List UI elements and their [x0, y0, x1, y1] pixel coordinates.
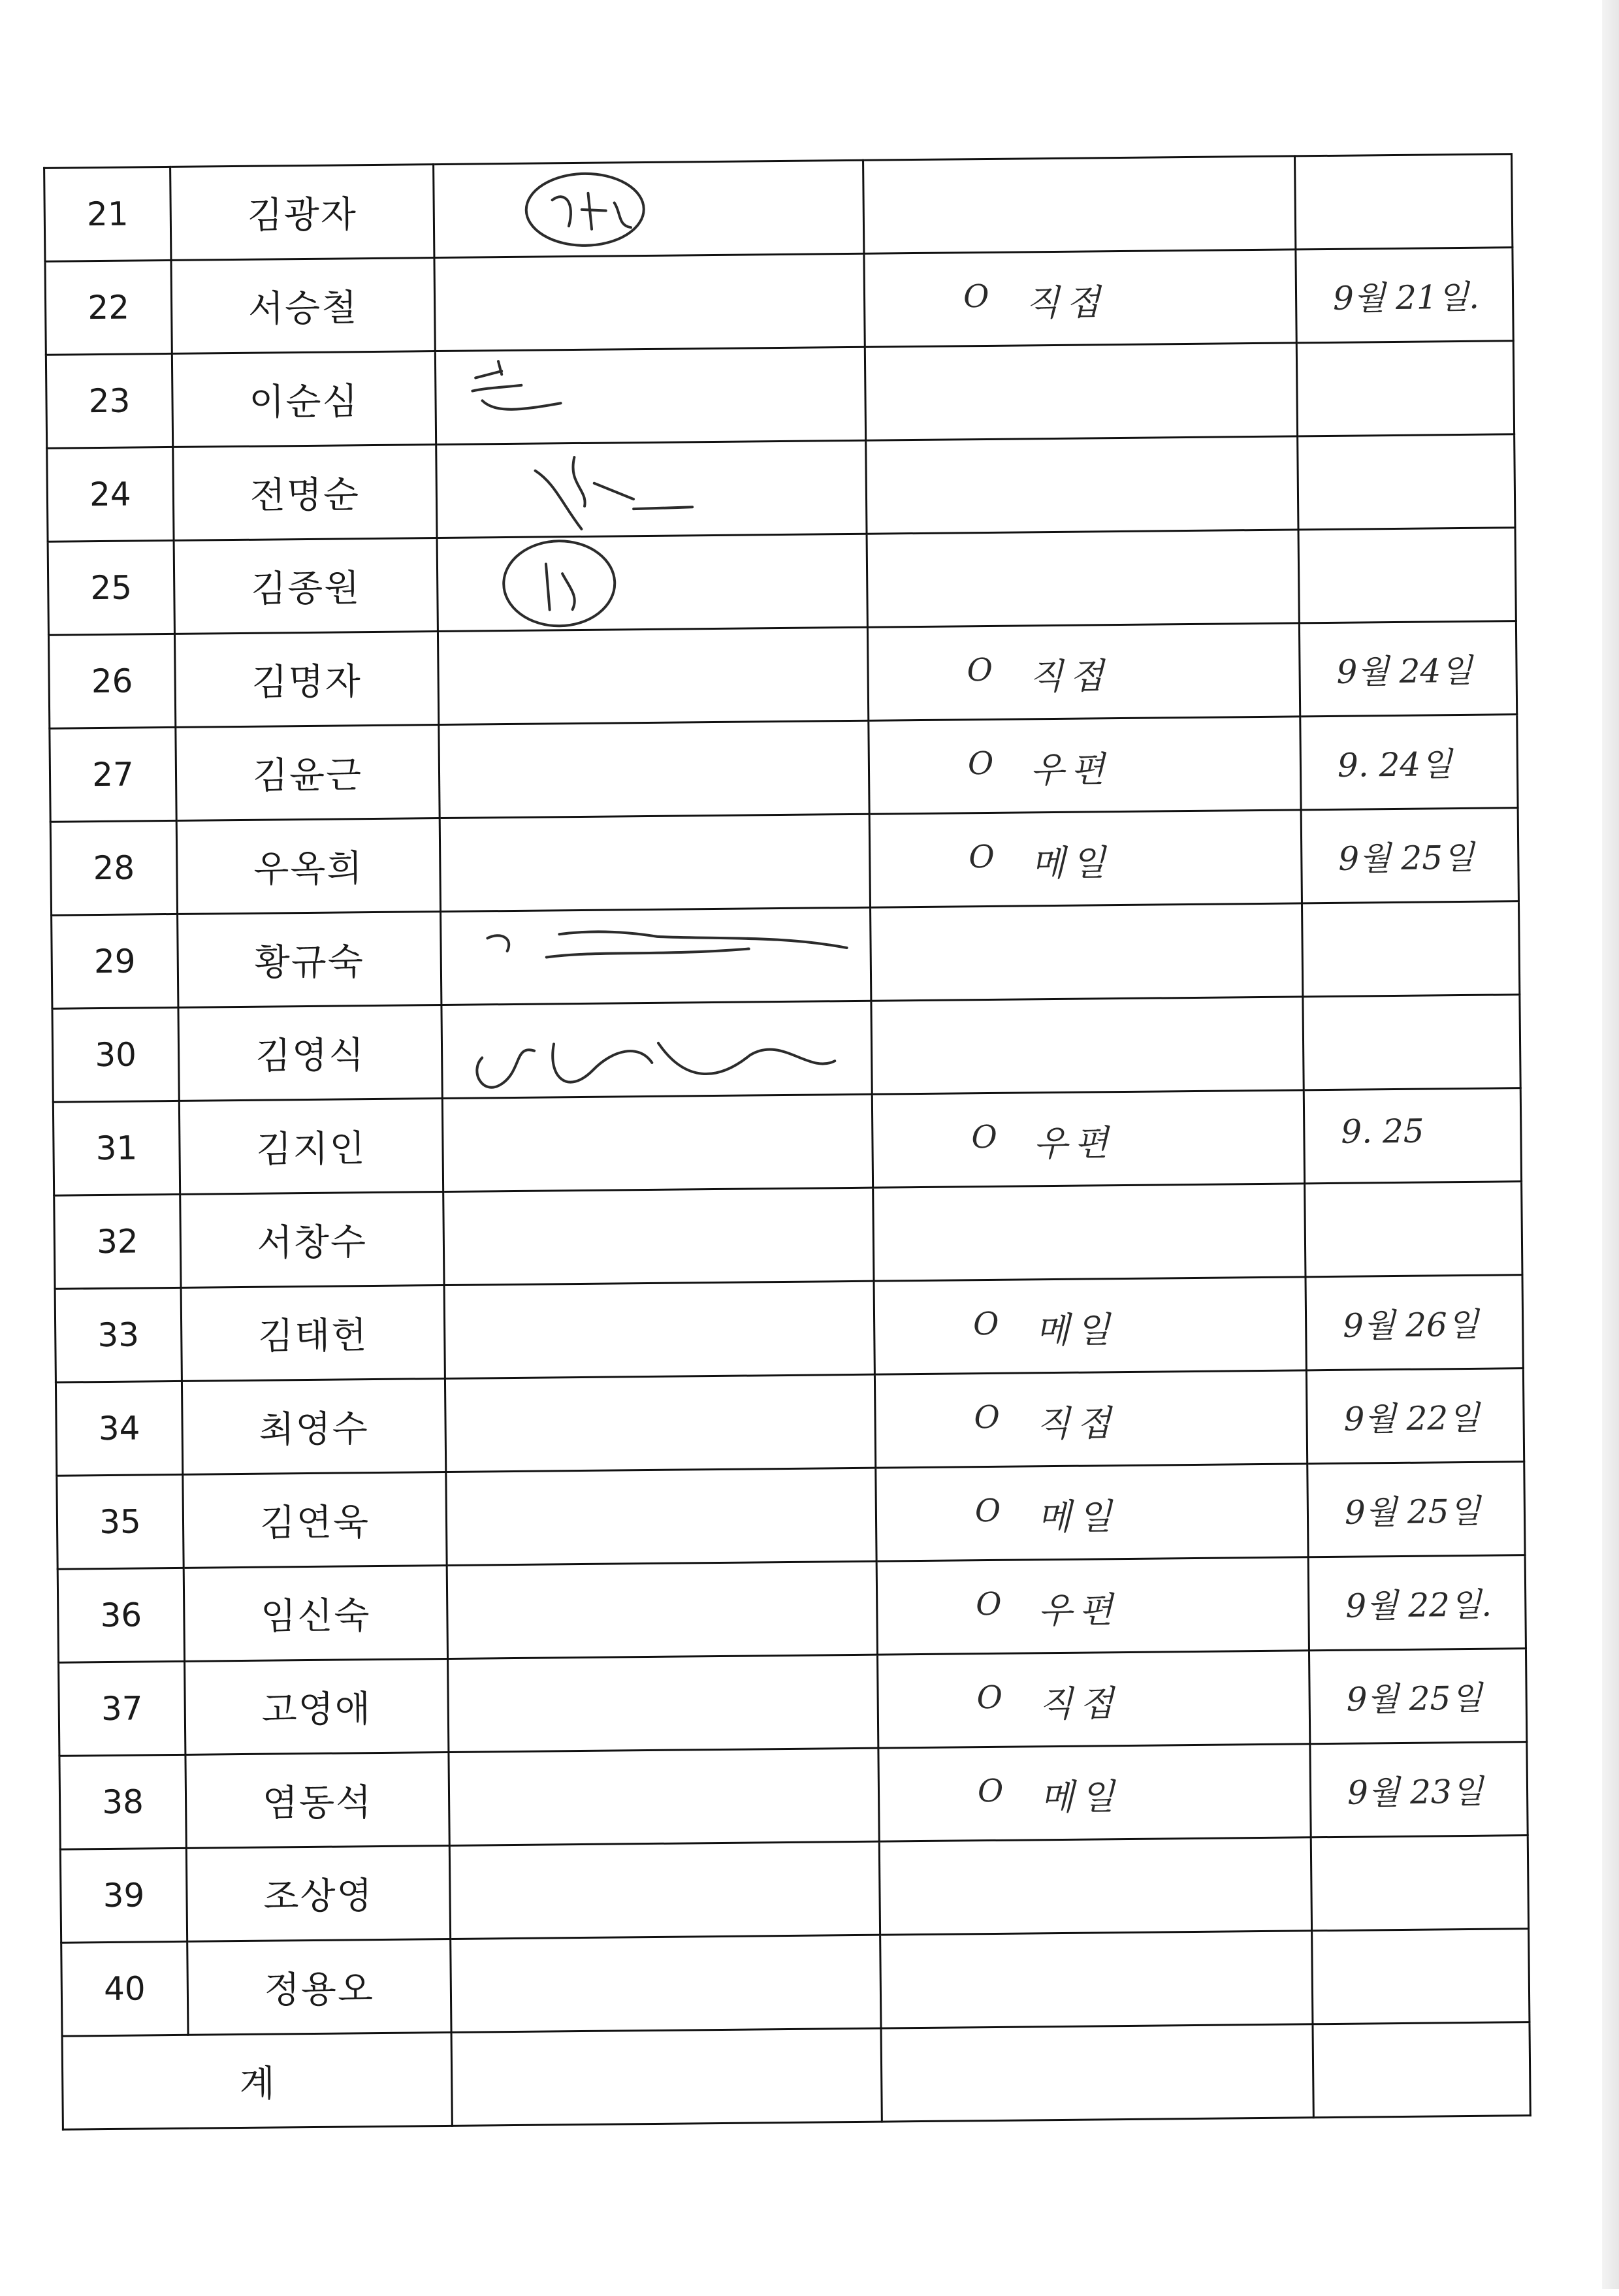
received-date-text: 9월 25일 [1346, 1679, 1483, 1719]
roster-body [44, 154, 1530, 2036]
received-mark: O [971, 1118, 998, 1156]
member-name: 김영식 [178, 1005, 442, 1101]
signature-cell [446, 1468, 876, 1565]
row-number: 35 [57, 1474, 184, 1569]
table-row [52, 995, 1520, 1103]
received-date-cell [1306, 1275, 1523, 1370]
received-date-cell [1299, 621, 1516, 717]
received-mark: O [972, 1305, 999, 1343]
signature-cell [449, 1748, 879, 1845]
delivery-method-cell [867, 623, 1300, 720]
delivery-method-text: 직접 [1036, 1402, 1118, 1445]
table-row [60, 1835, 1528, 1943]
delivery-method-text: 직접 [1038, 1683, 1121, 1725]
table-row [57, 1555, 1526, 1663]
member-name: 김명자 [174, 632, 438, 728]
received-date-cell [1310, 1742, 1528, 1837]
row-number: 40 [61, 1941, 188, 2036]
table-row [54, 1182, 1522, 1289]
received-date-cell [1295, 154, 1513, 250]
received-date-text: 9. 25 [1341, 1112, 1424, 1151]
received-date-text: 9월 25일 [1344, 1492, 1481, 1532]
delivery-method-cell [873, 1184, 1306, 1281]
delivery-method-text: 직접 [1029, 655, 1111, 698]
total-row [62, 2022, 1530, 2130]
received-date-text: 9월 22일. [1345, 1585, 1492, 1625]
handwritten-signature [442, 1002, 871, 1097]
handwritten-signature [441, 909, 870, 1004]
handwritten-signature [438, 535, 867, 630]
received-date-text: 9월 22일 [1343, 1399, 1480, 1438]
row-number: 23 [46, 353, 172, 448]
signature-cell [451, 1935, 881, 2032]
signature-cell [442, 1094, 873, 1191]
received-date-cell [1303, 995, 1520, 1090]
signature-cell [448, 1655, 878, 1752]
received-mark: O [976, 1679, 1003, 1717]
received-mark: O [969, 838, 995, 876]
row-number: 36 [57, 1568, 184, 1662]
table-row [53, 1088, 1521, 1196]
signature-cell [437, 534, 867, 631]
delivery-method-text: 우편 [1038, 1589, 1119, 1632]
table-row [46, 341, 1514, 449]
row-number: 31 [53, 1101, 180, 1195]
received-mark: O [974, 1492, 1001, 1530]
delivery-method-cell [865, 343, 1297, 440]
received-date-cell [1306, 1368, 1524, 1464]
member-name: 최영수 [182, 1378, 445, 1474]
member-name: 김윤근 [176, 725, 440, 821]
received-date-cell [1296, 341, 1514, 436]
received-date-text: 9. 24일 [1337, 745, 1452, 784]
row-number: 27 [50, 727, 176, 822]
table-row [55, 1275, 1523, 1383]
received-date-cell [1298, 528, 1516, 623]
total-label: 계 [62, 2032, 452, 2129]
delivery-method-cell [879, 1837, 1311, 1935]
delivery-method-cell [878, 1744, 1311, 1841]
received-date-cell [1307, 1462, 1525, 1557]
received-date-text: 9월 23일 [1347, 1772, 1484, 1812]
row-number: 39 [60, 1848, 187, 1943]
signature-cell [441, 1001, 872, 1098]
table-row [50, 715, 1518, 822]
member-name: 고영애 [185, 1658, 449, 1754]
table-row [56, 1368, 1524, 1476]
received-date-cell [1300, 715, 1518, 810]
delivery-method-cell [880, 1931, 1313, 2028]
received-date-text: 9월 25일 [1338, 838, 1475, 878]
signature-cell [441, 907, 871, 1005]
delivery-method-cell [869, 717, 1301, 814]
table-row [48, 621, 1516, 729]
row-number: 28 [50, 820, 177, 915]
received-mark: O [976, 1585, 1002, 1623]
row-number: 25 [48, 540, 174, 635]
received-mark: O [977, 1772, 1004, 1810]
member-name: 서창수 [180, 1192, 444, 1288]
signature-cell [438, 627, 868, 724]
delivery-method-cell [874, 1277, 1306, 1374]
delivery-method-text: 우편 [1033, 1122, 1115, 1165]
member-name: 전명순 [173, 445, 437, 541]
signature-cell [447, 1561, 877, 1658]
delivery-method-cell [874, 1370, 1307, 1468]
delivery-method-text: 메일 [1039, 1776, 1121, 1819]
delivery-method-cell [872, 1090, 1304, 1188]
delivery-method-text: 메일 [1031, 842, 1113, 884]
roster-table [43, 153, 1531, 2130]
handwritten-signature [437, 442, 865, 537]
member-name: 정용오 [187, 1939, 451, 2035]
delivery-method-cell [869, 810, 1302, 907]
signature-cell [440, 814, 870, 911]
signature-cell [439, 720, 869, 818]
delivery-method-cell [871, 903, 1303, 1001]
table-row [61, 1929, 1530, 2037]
table-row [57, 1462, 1525, 1570]
total-delivery-cell [881, 2024, 1313, 2122]
signature-cell [443, 1188, 874, 1285]
member-name: 김광자 [170, 165, 434, 261]
row-number: 33 [55, 1287, 182, 1382]
row-number: 37 [59, 1661, 185, 1756]
signature-cell [445, 1374, 875, 1472]
table-row [47, 434, 1515, 542]
delivery-method-text: 메일 [1036, 1496, 1119, 1538]
signature-cell [434, 253, 865, 351]
table-row [52, 901, 1520, 1009]
received-date-cell [1304, 1088, 1521, 1184]
delivery-method-cell [871, 997, 1304, 1094]
total-date-cell [1313, 2022, 1530, 2118]
row-number: 26 [48, 634, 175, 728]
delivery-method-cell [863, 156, 1296, 253]
member-name: 임신숙 [184, 1565, 447, 1661]
row-number: 24 [47, 447, 174, 542]
received-mark: O [974, 1399, 1001, 1436]
received-date-cell [1308, 1555, 1526, 1651]
member-name: 김연욱 [183, 1472, 447, 1568]
member-name: 염동석 [185, 1752, 449, 1848]
row-number: 34 [56, 1381, 182, 1476]
table-row [50, 808, 1518, 916]
member-name: 김태헌 [181, 1285, 445, 1382]
delivery-method-cell [876, 1464, 1308, 1561]
received-date-cell [1305, 1182, 1522, 1277]
delivery-method-cell [878, 1651, 1310, 1748]
delivery-method-text: 메일 [1034, 1309, 1117, 1351]
handwritten-signature [434, 161, 863, 257]
received-date-cell [1309, 1649, 1526, 1744]
received-date-text: 9월 26일 [1342, 1305, 1479, 1345]
member-name: 우옥희 [176, 818, 440, 914]
delivery-method-cell [864, 250, 1296, 347]
row-number: 32 [54, 1194, 181, 1289]
received-mark: O [967, 745, 994, 783]
received-date-cell [1296, 248, 1513, 343]
received-mark: O [967, 651, 993, 689]
delivery-method-text: 우편 [1029, 749, 1112, 791]
member-name: 이순심 [172, 351, 436, 447]
row-number: 29 [52, 914, 178, 1009]
table-row [45, 248, 1513, 355]
signature-cell [434, 160, 864, 257]
received-date-cell [1312, 1929, 1530, 2024]
signature-cell [449, 1841, 880, 1939]
delivery-method-text: 직접 [1025, 282, 1107, 324]
signature-cell [436, 440, 867, 538]
member-name: 조상영 [186, 1845, 450, 1941]
total-signature-cell [451, 2028, 882, 2126]
row-number: 30 [52, 1007, 179, 1102]
member-name: 황규숙 [178, 912, 441, 1008]
member-name: 서승철 [171, 258, 435, 354]
received-date-text: 9월 24일 [1336, 651, 1473, 691]
table-row [44, 154, 1513, 262]
table-row [48, 528, 1516, 636]
row-number: 38 [59, 1754, 186, 1849]
signature-cell [435, 347, 865, 444]
received-mark: O [963, 278, 989, 315]
row-number: 21 [44, 167, 171, 261]
handwritten-signature [436, 348, 865, 444]
delivery-method-cell [867, 530, 1299, 627]
row-number: 22 [45, 260, 172, 355]
received-date-text: 9월 21일. [1332, 278, 1480, 317]
delivery-method-cell [866, 436, 1298, 534]
table-row [59, 1742, 1528, 1850]
received-date-cell [1298, 434, 1515, 530]
delivery-method-cell [876, 1557, 1309, 1655]
member-name: 김종원 [174, 538, 438, 634]
member-name: 김지인 [179, 1099, 443, 1195]
received-date-cell [1311, 1835, 1528, 1931]
signature-cell [444, 1281, 874, 1378]
received-date-cell [1301, 808, 1518, 903]
received-date-cell [1302, 901, 1519, 997]
table-row [59, 1649, 1527, 1756]
